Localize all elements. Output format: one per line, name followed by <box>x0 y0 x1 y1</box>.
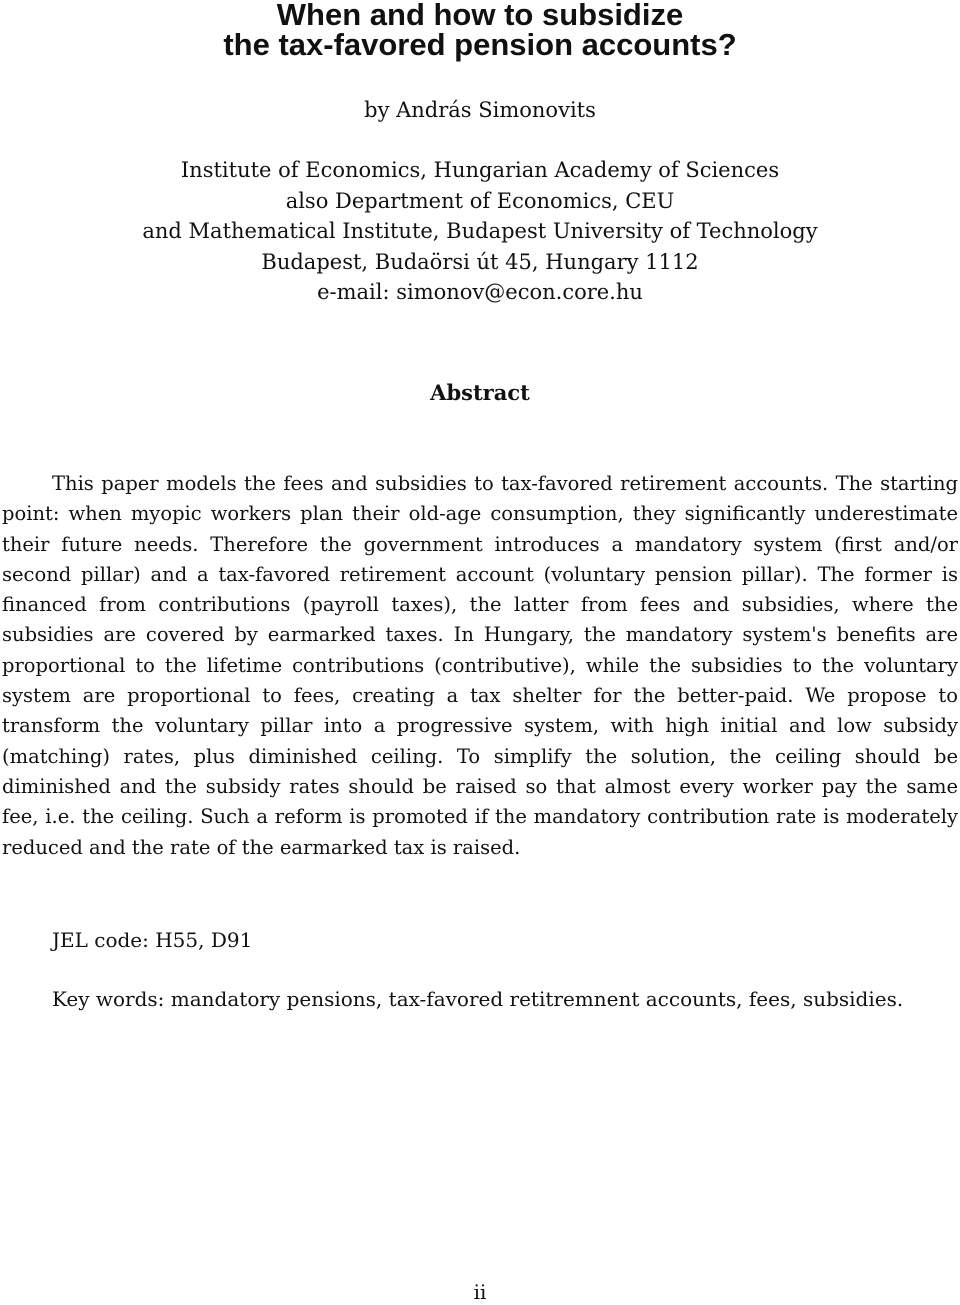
author-email: e-mail: simonov@econ.core.hu <box>317 280 643 304</box>
key-words: Key words: mandatory pensions, tax-favored retitremnent accounts, fees, subsidies. <box>52 987 904 1011</box>
affiliation-line-1: Institute of Economics, Hungarian Academy of Sciences <box>180 158 780 182</box>
title-line-1: When and how to subsidize <box>276 0 684 32</box>
author-affiliation <box>0 155 960 308</box>
title-line-2: the tax-favored pension accounts? <box>223 27 737 62</box>
affiliation-line-3: and Mathematical Institute, Budapest University of Technology <box>142 219 818 243</box>
page-number: ii <box>473 1280 487 1304</box>
abstract-heading: Abstract <box>430 380 530 405</box>
affiliation-line-4: Budapest, Budaörsi út 45, Hungary 1112 <box>261 249 699 274</box>
author-byline: by András Simonovits <box>364 98 596 122</box>
affiliation-line-2: also Department of Economics, CEU <box>285 188 675 213</box>
jel-code: JEL code: H55, D91 <box>52 928 253 952</box>
abstract-text <box>2 469 958 863</box>
paper-title <box>0 0 960 60</box>
abstract-body-text: This paper models the fees and subsidies to tax-favored retirement accounts. The starting point: when myopic workers plan their old-age consumption, they significantly underestimate their future needs. Therefore the government introduces a mandatory system (first and/or second pillar) and a tax-favored retirement account (voluntary pension pillar). The former is financed from contributions (payroll taxes), the latter from fees and subsidies, where the subsidies are covered by earmarked taxes. In Hungary, the mandatory system's benefits are proportional to the lifetime contributions (contributive), while the subsidies to the voluntary system are proportional to fees, creating a tax shelter for the better-paid. We propose to transform the voluntary pillar into a progressive system, with high initial and low subsidy (matching) rates, plus diminished ceiling. To simplify the solution, the ceiling should be diminished and the subsidy rates should be raised so that almost every worker pay the same fee, i.e. the ceiling. Such a reform is promoted if the mandatory contribution rate is moderately reduced and the rate of the earmarked tax is raised. <box>2 472 958 859</box>
